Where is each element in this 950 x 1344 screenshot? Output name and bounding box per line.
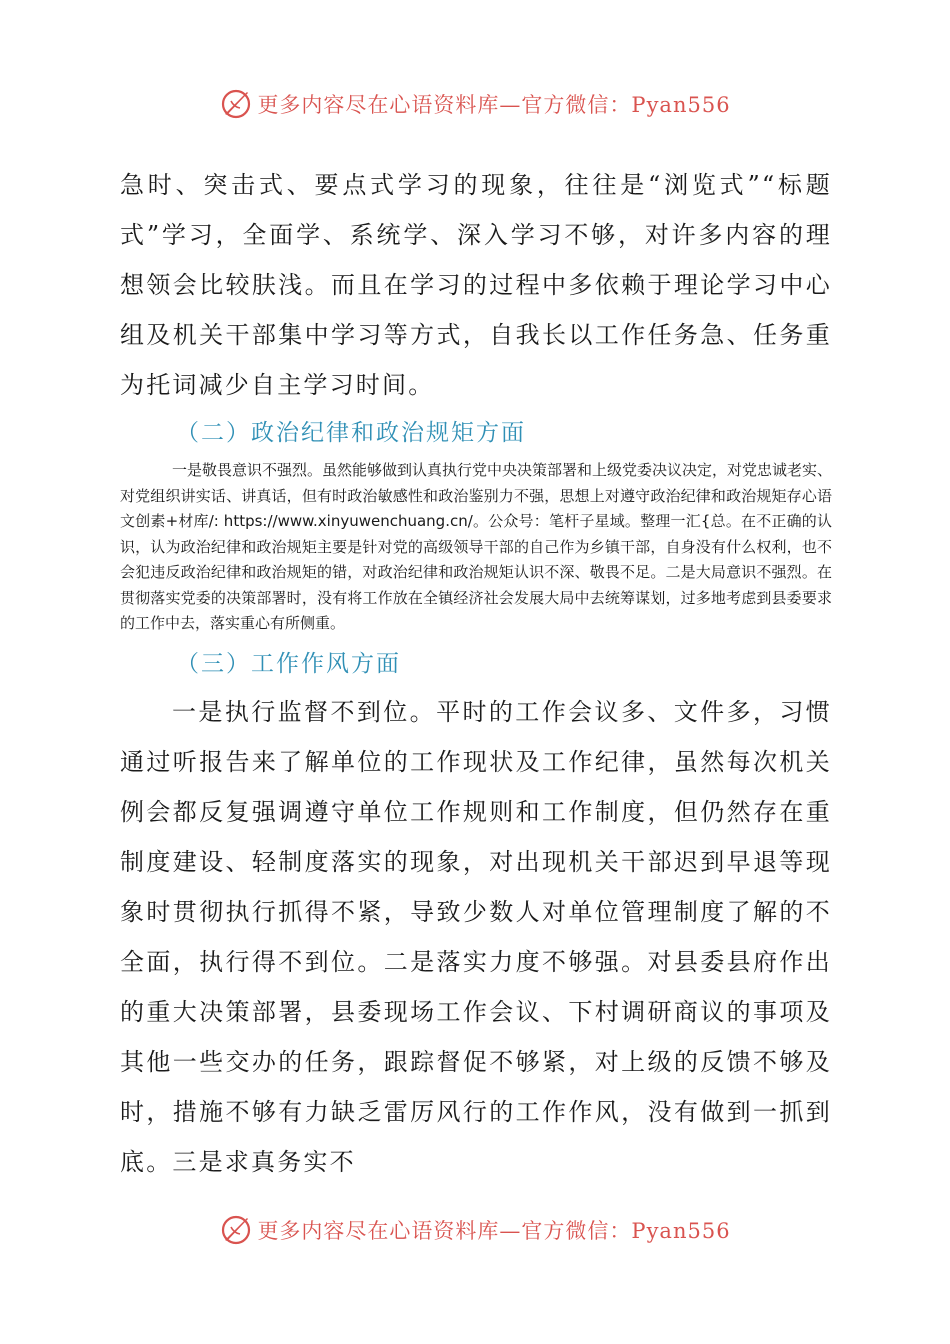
pen-logo-icon — [219, 1213, 253, 1247]
paragraph-work-style: 一是执行监督不到位。平时的工作会议多、文件多，习惯通过听报告来了解单位的工作现状及工作纪律，虽然每次机关例会都反复强调遵守单位工作规则和工作制度，但仍然存在重制度建设、轻制度落实的现象，对出现机关干部迟到早退等现象时贯彻执行抓得不紧，导致少数人对单位管理制度了解的不全面，执行得不到位。二是落实力度不够强。对县委县府作出的重大决策部署，县委现场工作会议、下村调研商议的事项及其他一些交办的任务，跟踪督促不够紧，对上级的反馈不够及时，措施不够有力缺乏雷厉风行的工作作风，没有做到一抓到底。三是求真务实不 — [120, 697, 832, 1176]
document-body — [120, 160, 832, 1187]
footer-banner — [0, 1210, 950, 1250]
heading-political-discipline: （二）政治纪律和政治规矩方面 — [176, 420, 526, 446]
footer-banner-text: 更多内容尽在心语资料库—官方微信：Pyan556 — [257, 1219, 731, 1243]
heading-work-style: （三）工作作风方面 — [176, 650, 401, 677]
header-banner — [0, 84, 950, 124]
paragraph-political-discipline: 一是敬畏意识不强烈。虽然能够做到认真执行党中央决策部署和上级党委决议决定，对党忠诚老实、对党组织讲实话、讲真话，但有时政治敏感性和政治鉴别力不强，思想上对遵守政治纪律和政治规矩存心语文创素+材库/: https://www.xinyuwenchuang.cn/。公众号：笔杆子星域。整理一汇{总。在不正确的认识，认为政治纪律和政治规矩主要是针对党的高级领导干部的自己作为乡镇干部，自身没有什么权利，也不会犯违反政治纪律和政治规矩的错，对政治纪律和政治规矩认识不深、敬畏不足。二是大局意识不强烈。在贯彻落实党委的决策部署时，没有将工作放在全镇经济社会发展大局中去统筹谋划，过多地考虑到县委要求的工作中去，落实重心有所侧重。 — [120, 461, 833, 632]
paragraph-study: 急时、突击式、要点式学习的现象，往往是“浏览式”“标题式”学习，全面学、系统学、深入学习不够，对许多内容的理想领会比较肤浅。而且在学习的过程中多依赖于理论学习中心组及机关干部集中学习等方式，自我长以工作任务急、任务重为托词减少自主学习时间。 — [120, 171, 832, 399]
pen-logo-icon — [219, 87, 253, 121]
header-banner-text: 更多内容尽在心语资料库—官方微信：Pyan556 — [257, 93, 731, 117]
